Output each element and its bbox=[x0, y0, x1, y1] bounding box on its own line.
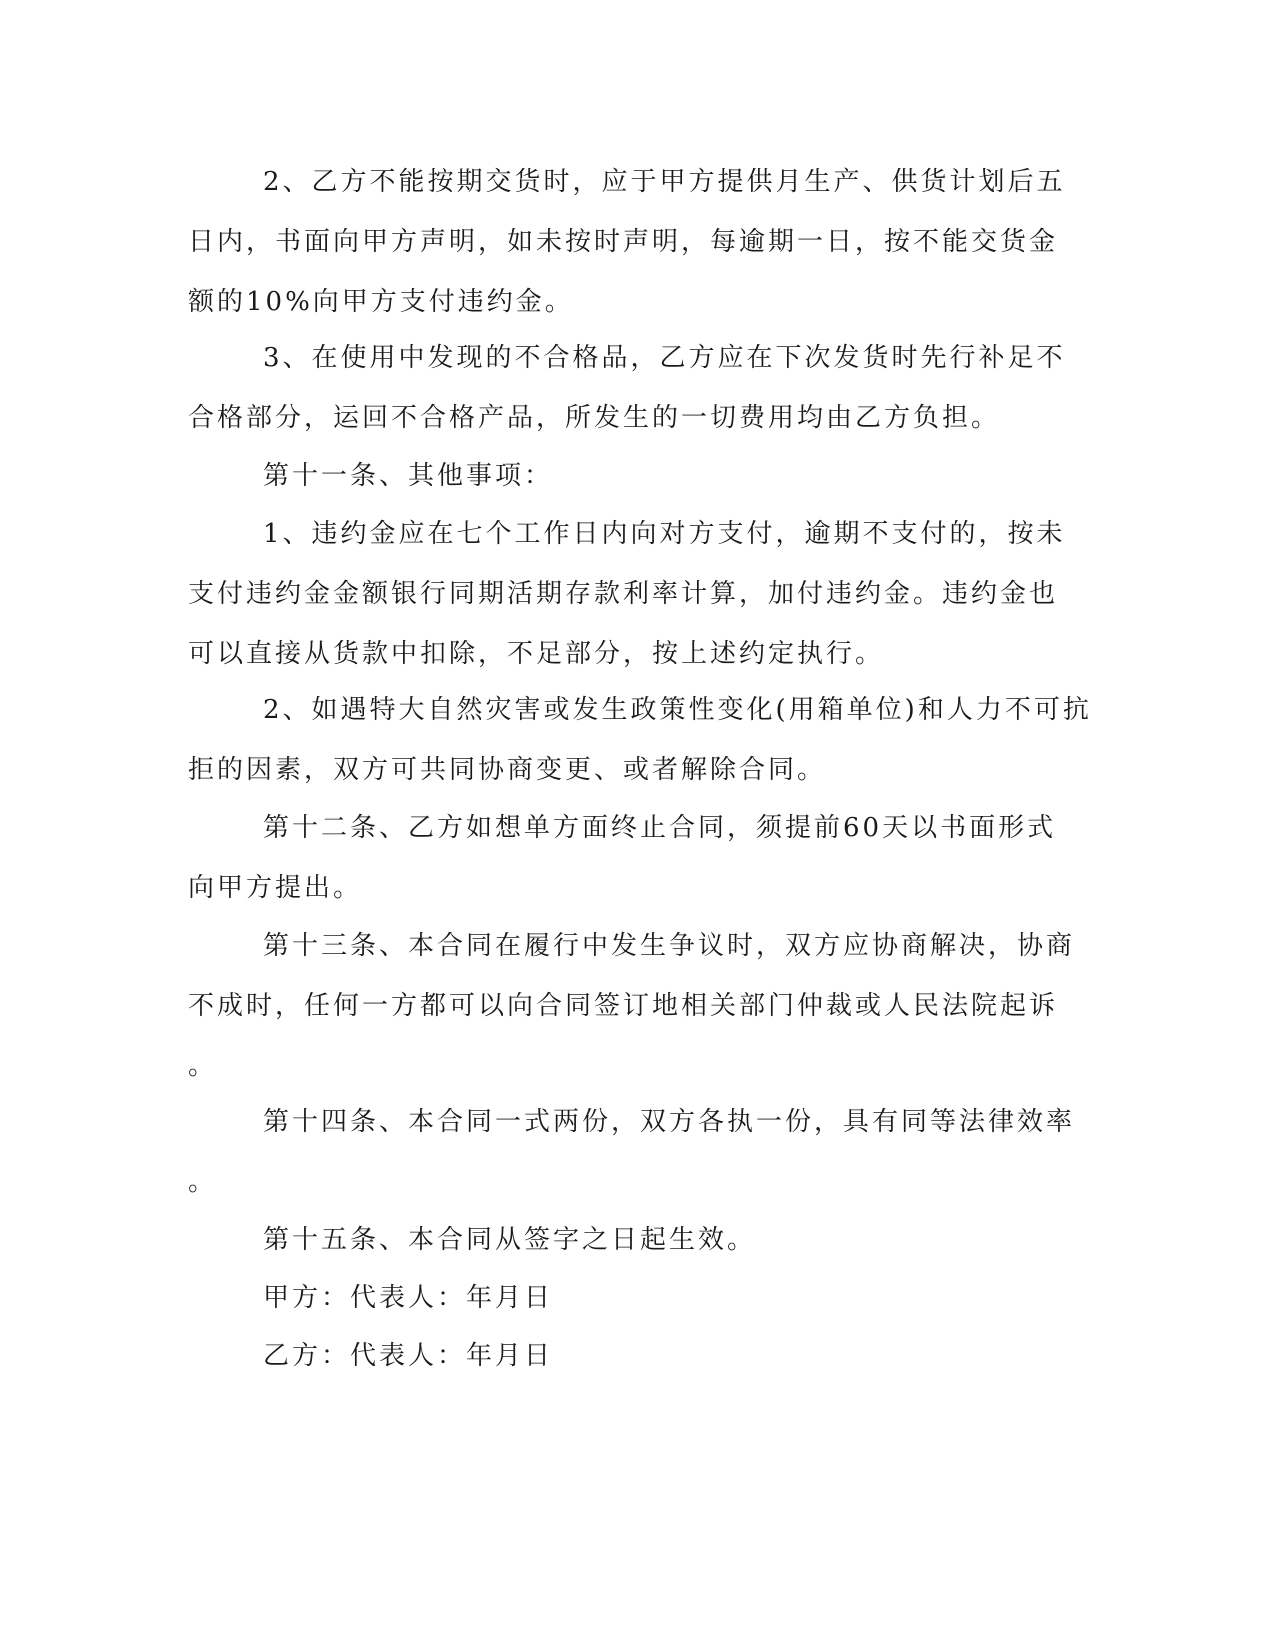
text-line: 合格部分，运回不合格产品，所发生的一切费用均由乙方负担。 bbox=[188, 403, 1001, 433]
paragraph-clause-14 bbox=[188, 1092, 1076, 1212]
text-line: 2、乙方不能按期交货时，应于甲方提供月生产、供货计划后五 bbox=[263, 167, 1066, 197]
text-line: 支付违约金金额银行同期活期存款利率计算，加付违约金。违约金也 bbox=[188, 579, 1059, 609]
text-line: 2、如遇特大自然灾害或发生政策性变化(用箱单位)和人力不可抗 bbox=[263, 695, 1092, 725]
text-line: 额的10%向甲方支付违约金。 bbox=[188, 287, 574, 317]
paragraph-clause-10-item-2 bbox=[188, 152, 1066, 332]
party-a-signature-line bbox=[188, 1268, 1058, 1328]
text-line: 。 bbox=[188, 1051, 218, 1081]
text-line: 乙方：代表人：年月日 bbox=[263, 1341, 554, 1371]
text-line: 第十三条、本合同在履行中发生争议时，双方应协商解决，协商 bbox=[263, 931, 1076, 961]
text-line: 1、违约金应在七个工作日内向对方支付，逾期不支付的，按未 bbox=[263, 519, 1066, 549]
text-line: 甲方：代表人：年月日 bbox=[263, 1283, 554, 1313]
text-line: 第十五条、本合同从签字之日起生效。 bbox=[263, 1225, 757, 1255]
paragraph-clause-11-item-2 bbox=[188, 680, 1092, 800]
text-line: 3、在使用中发现的不合格品，乙方应在下次发货时先行补足不 bbox=[263, 343, 1066, 373]
party-b-signature-line bbox=[188, 1326, 1058, 1386]
text-line: 。 bbox=[188, 1167, 218, 1197]
text-line: 第十一条、其他事项： bbox=[263, 461, 554, 491]
paragraph-clause-11-heading bbox=[188, 446, 1058, 506]
paragraph-clause-11-item-1 bbox=[188, 504, 1066, 684]
text-line: 拒的因素，双方可共同协商变更、或者解除合同。 bbox=[188, 755, 827, 785]
text-line: 向甲方提出。 bbox=[188, 873, 363, 903]
paragraph-clause-12 bbox=[188, 798, 1058, 918]
paragraph-clause-13 bbox=[188, 916, 1076, 1096]
text-line: 不成时，任何一方都可以向合同签订地相关部门仲裁或人民法院起诉 bbox=[188, 991, 1059, 1021]
paragraph-clause-10-item-3 bbox=[188, 328, 1066, 448]
text-line: 第十二条、乙方如想单方面终止合同，须提前60天以书面形式 bbox=[263, 813, 1057, 843]
text-line: 日内，书面向甲方声明，如未按时声明，每逾期一日，按不能交货金 bbox=[188, 227, 1059, 257]
paragraph-clause-15 bbox=[188, 1210, 1058, 1270]
text-line: 可以直接从货款中扣除，不足部分，按上述约定执行。 bbox=[188, 639, 885, 669]
text-line: 第十四条、本合同一式两份，双方各执一份，具有同等法律效率 bbox=[263, 1107, 1076, 1137]
